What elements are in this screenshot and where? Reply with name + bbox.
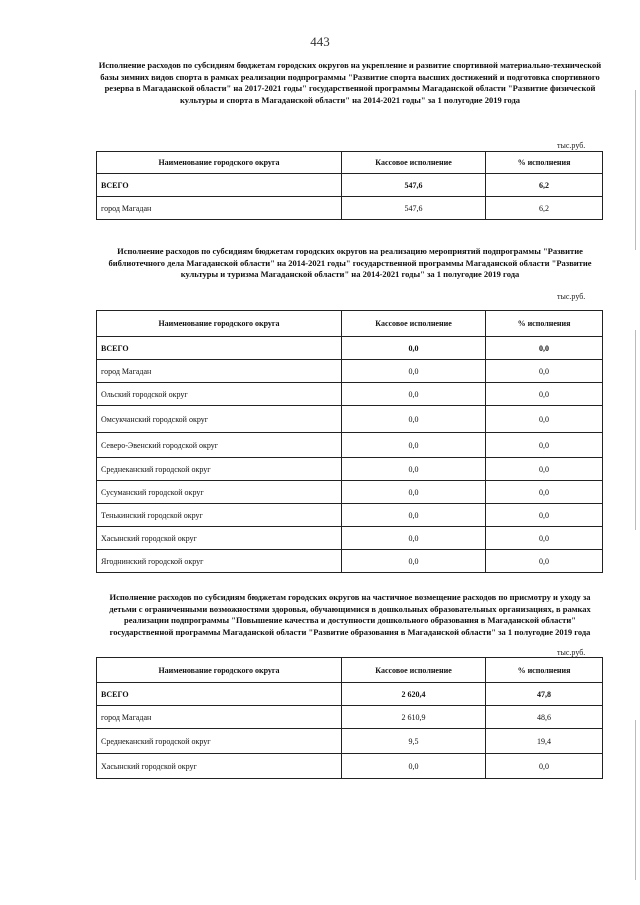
table-row-total [97,174,603,197]
row-percent: 0,0 [486,458,603,481]
row-percent: 0,0 [486,754,603,779]
row-name: ВСЕГО [97,337,342,360]
row-percent: 0,0 [486,527,603,550]
row-name: Сусуманский городской округ [97,481,342,504]
row-cash: 9,5 [342,729,486,754]
row-cash: 547,6 [342,197,486,220]
table-header-row [97,152,603,174]
section-3-unit: тыс.руб. [557,648,586,657]
table-row [97,383,603,406]
column-header-district: Наименование городского округа [97,658,342,683]
row-name: Омсукчанский городской округ [97,406,342,433]
section-1-unit: тыс.руб. [557,141,586,150]
row-cash: 0,0 [342,458,486,481]
section-3-table [96,657,603,779]
row-percent: 0,0 [486,504,603,527]
row-name: Тенькинский городской округ [97,504,342,527]
table-row [97,481,603,504]
row-cash: 0,0 [342,754,486,779]
table-row [97,197,603,220]
row-name: Северо-Эвенский городской округ [97,433,342,458]
row-percent: 48,6 [486,706,603,729]
row-cash: 0,0 [342,337,486,360]
row-cash: 547,6 [342,174,486,197]
column-header-percent: % исполнения [486,311,603,337]
section-3-title: Исполнение расходов по субсидиям бюджетам городских округов на частичное возмещение расходов по присмотру и уходу за детьми с ограниченными возможностями здоровья, обучающимися в дошкольных образовательных организациях, в рамках реализации подпрограммы "Повышение качества и доступности дошкольного образования в Магаданской области" государственной программы Магаданской области "Развитие образования в Магаданской области" за 1 полугодие 2019 года [109,592,591,637]
table-row [97,360,603,383]
table-row [97,706,603,729]
scan-edge-mark [635,720,636,880]
table-row [97,406,603,433]
column-header-cash: Кассовое исполнение [342,152,486,174]
section-2-title: Исполнение расходов по субсидиям бюджетам городских округов на реализацию мероприятий подпрограммы "Развитие библиотечного дела Магаданской области" на 2014-2021 годы" государственной программы Магаданской области "Развитие культуры и туризма Магаданской области" на 2014-2021 годы" за 1 полугодие 2019 года [108,246,592,279]
section-1-title: Исполнение расходов по субсидиям бюджетам городских округов на укрепление и развитие спортивной материально-технической базы зимних видов спорта в рамках реализации подпрограммы "Развитие спорта высших достижений и подготовка спортивного резерва в Магаданской области" на 2017-2021 годы" государственной программы Магаданской области "Развитие физической культуры и спорта в Магаданской области" на 2014-2021 годы" за 1 полугодие 2019 года [98,60,602,105]
row-percent: 47,8 [486,683,603,706]
row-percent: 0,0 [486,433,603,458]
row-cash: 0,0 [342,527,486,550]
row-percent: 6,2 [486,197,603,220]
row-name: город Магадан [97,197,342,220]
table-header-row [97,311,603,337]
row-percent: 0,0 [486,383,603,406]
table-row [97,527,603,550]
section-1-table [96,151,603,220]
row-cash: 2 620,4 [342,683,486,706]
column-header-percent: % исполнения [486,152,603,174]
row-cash: 0,0 [342,406,486,433]
row-cash: 0,0 [342,504,486,527]
row-percent: 0,0 [486,481,603,504]
row-name: город Магадан [97,360,342,383]
row-name: Ольский городской округ [97,383,342,406]
row-percent: 0,0 [486,406,603,433]
row-cash: 0,0 [342,481,486,504]
page-number: 443 [310,34,330,49]
scan-edge-mark [635,90,636,250]
row-percent: 6,2 [486,174,603,197]
table-header-row [97,658,603,683]
row-cash: 2 610,9 [342,706,486,729]
row-cash: 0,0 [342,550,486,573]
section-2-unit: тыс.руб. [557,292,586,301]
row-cash: 0,0 [342,360,486,383]
table-row [97,729,603,754]
row-percent: 0,0 [486,337,603,360]
column-header-district: Наименование городского округа [97,152,342,174]
row-percent: 0,0 [486,550,603,573]
column-header-cash: Кассовое исполнение [342,658,486,683]
table-row-total [97,683,603,706]
section-2-table [96,310,603,573]
table-row-total [97,337,603,360]
row-name: Ягоднинский городской округ [97,550,342,573]
table-row [97,754,603,779]
row-name: Среднеканский городской округ [97,729,342,754]
row-name: Хасынский городской округ [97,754,342,779]
column-header-cash: Кассовое исполнение [342,311,486,337]
table-row [97,550,603,573]
row-percent: 19,4 [486,729,603,754]
row-cash: 0,0 [342,383,486,406]
scan-edge-mark [635,330,636,530]
row-name: город Магадан [97,706,342,729]
row-name: Среднеканский городской округ [97,458,342,481]
row-percent: 0,0 [486,360,603,383]
row-cash: 0,0 [342,433,486,458]
table-row [97,504,603,527]
row-name: ВСЕГО [97,174,342,197]
column-header-district: Наименование городского округа [97,311,342,337]
table-row [97,433,603,458]
column-header-percent: % исполнения [486,658,603,683]
table-row [97,458,603,481]
row-name: Хасынский городской округ [97,527,342,550]
row-name: ВСЕГО [97,683,342,706]
